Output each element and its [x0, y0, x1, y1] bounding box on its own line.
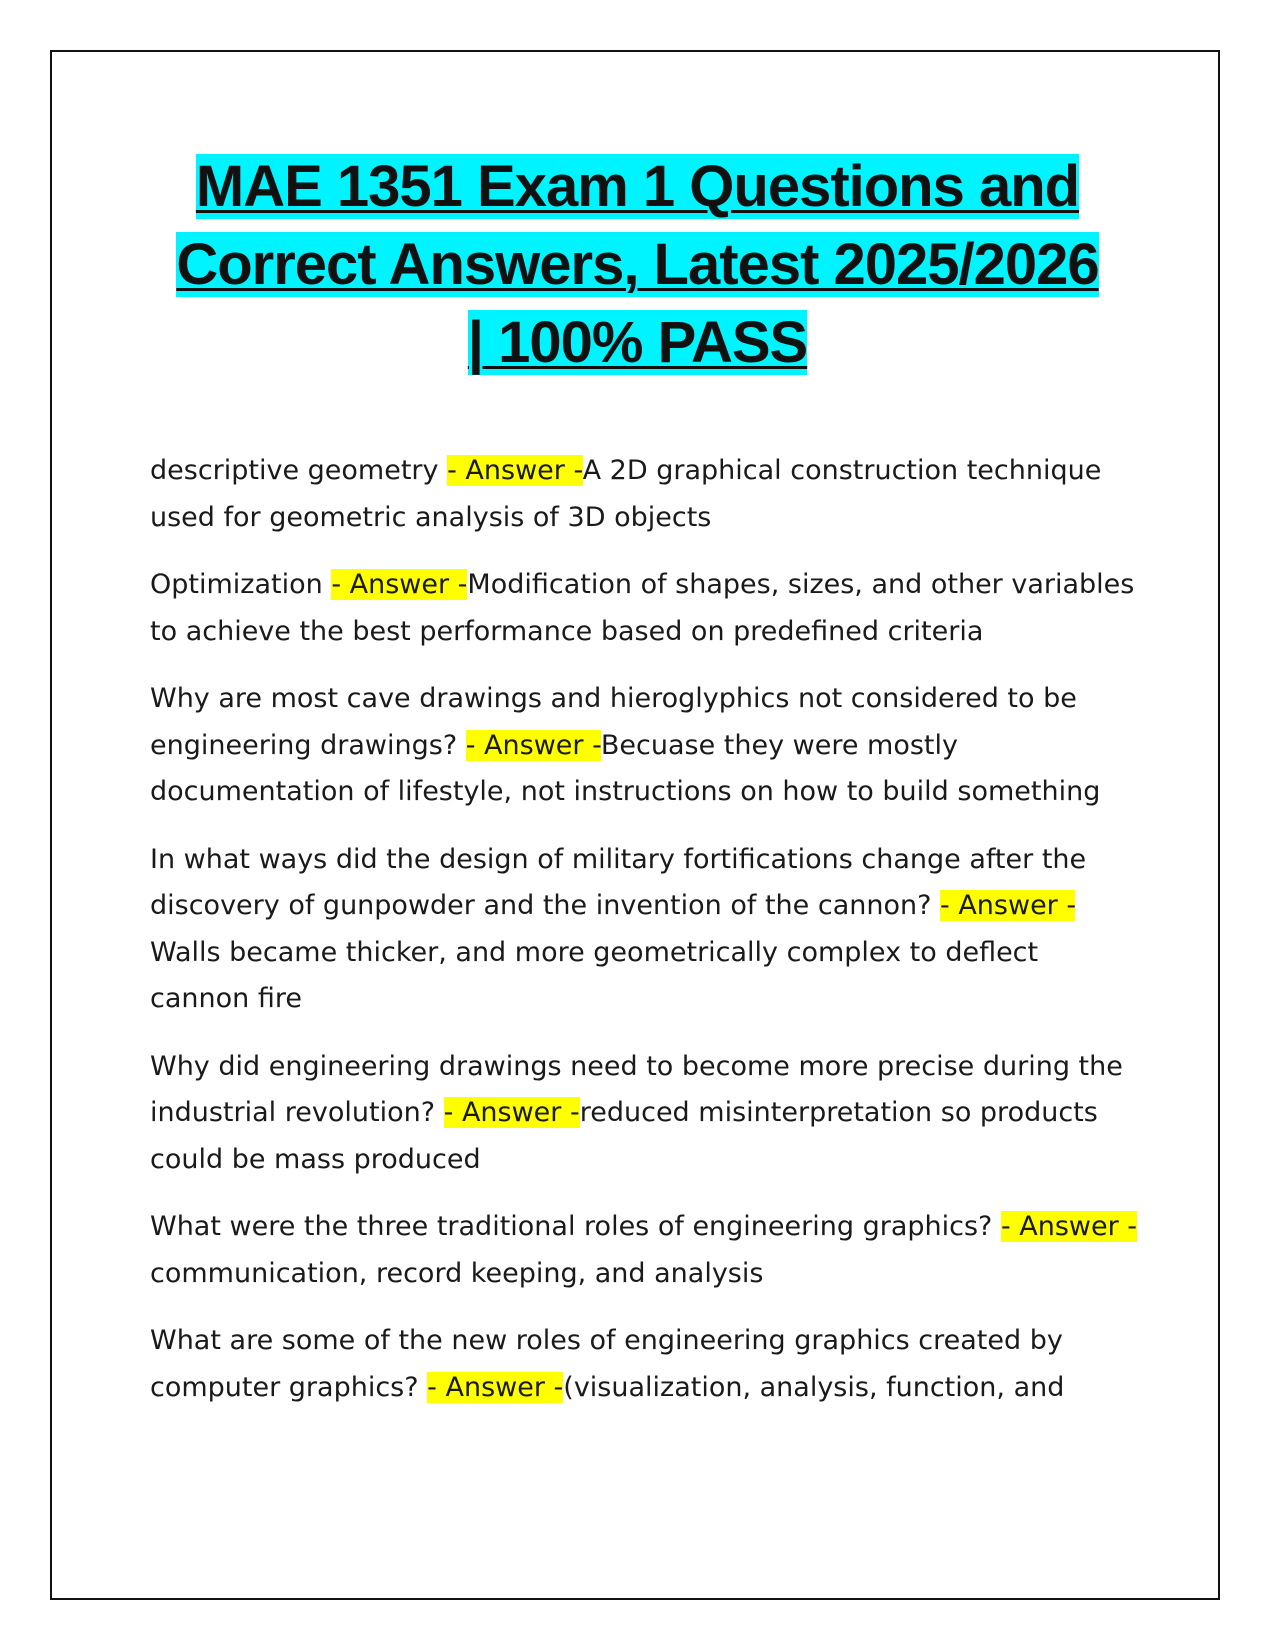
question-text: Why did engineering drawings need to become more precise during the industrial revolution?	[150, 1050, 1123, 1128]
qa-item	[150, 448, 1140, 541]
answer-separator: - Answer -	[940, 890, 1076, 921]
question-text: What were the three traditional roles of engineering graphics?	[150, 1211, 1001, 1242]
question-text: descriptive geometry	[150, 455, 448, 486]
qa-item	[150, 1318, 1140, 1411]
qa-item	[150, 837, 1140, 1023]
answer-separator: - Answer -	[465, 729, 601, 761]
document-title	[140, 148, 1135, 382]
answer-text: reduced misinterpretation so products could be mass produced	[150, 1097, 1098, 1175]
qa-item	[150, 1044, 1140, 1184]
answer-text: A 2D graphical construction technique used for geometric analysis of 3D objects	[150, 455, 1102, 533]
answer-text: Becuase they were mostly documentation of lifestyle, not instructions on how to build something	[150, 729, 1101, 807]
answer-separator: - Answer -	[443, 1097, 580, 1128]
answer-separator: - Answer -	[427, 1371, 564, 1403]
answer-text: Modification of shapes, sizes, and other variables to achieve the best performance based on predefined criteria	[150, 569, 1135, 647]
qa-item	[150, 676, 1140, 816]
title-line-2: Correct Answers, Latest 2025/2026	[176, 232, 1099, 297]
answer-separator: - Answer -	[331, 569, 468, 600]
answer-separator: - Answer -	[1000, 1211, 1138, 1242]
question-text: What are some of the new roles of engineering graphics created by computer graphics?	[150, 1325, 1063, 1403]
title-line-1: MAE 1351 Exam 1 Questions and	[195, 154, 1080, 219]
answer-separator: - Answer -	[447, 455, 583, 486]
question-text: Optimization	[150, 569, 332, 600]
title-line-3: | 100% PASS	[467, 310, 808, 375]
qa-list	[150, 448, 1140, 1432]
question-text: Why are most cave drawings and hieroglyphics not considered to be engineering drawings?	[150, 683, 1077, 761]
answer-text: Walls became thicker, and more geometrically complex to deflect cannon fire	[150, 936, 1039, 1014]
qa-item	[150, 1204, 1140, 1297]
answer-text: (visualization, analysis, function, and	[563, 1371, 1065, 1403]
qa-item	[150, 562, 1140, 655]
question-text: In what ways did the design of military fortifications change after the discovery of gunpowder and the invention of the cannon?	[150, 843, 1087, 921]
answer-text: communication, record keeping, and analysis	[150, 1257, 764, 1289]
